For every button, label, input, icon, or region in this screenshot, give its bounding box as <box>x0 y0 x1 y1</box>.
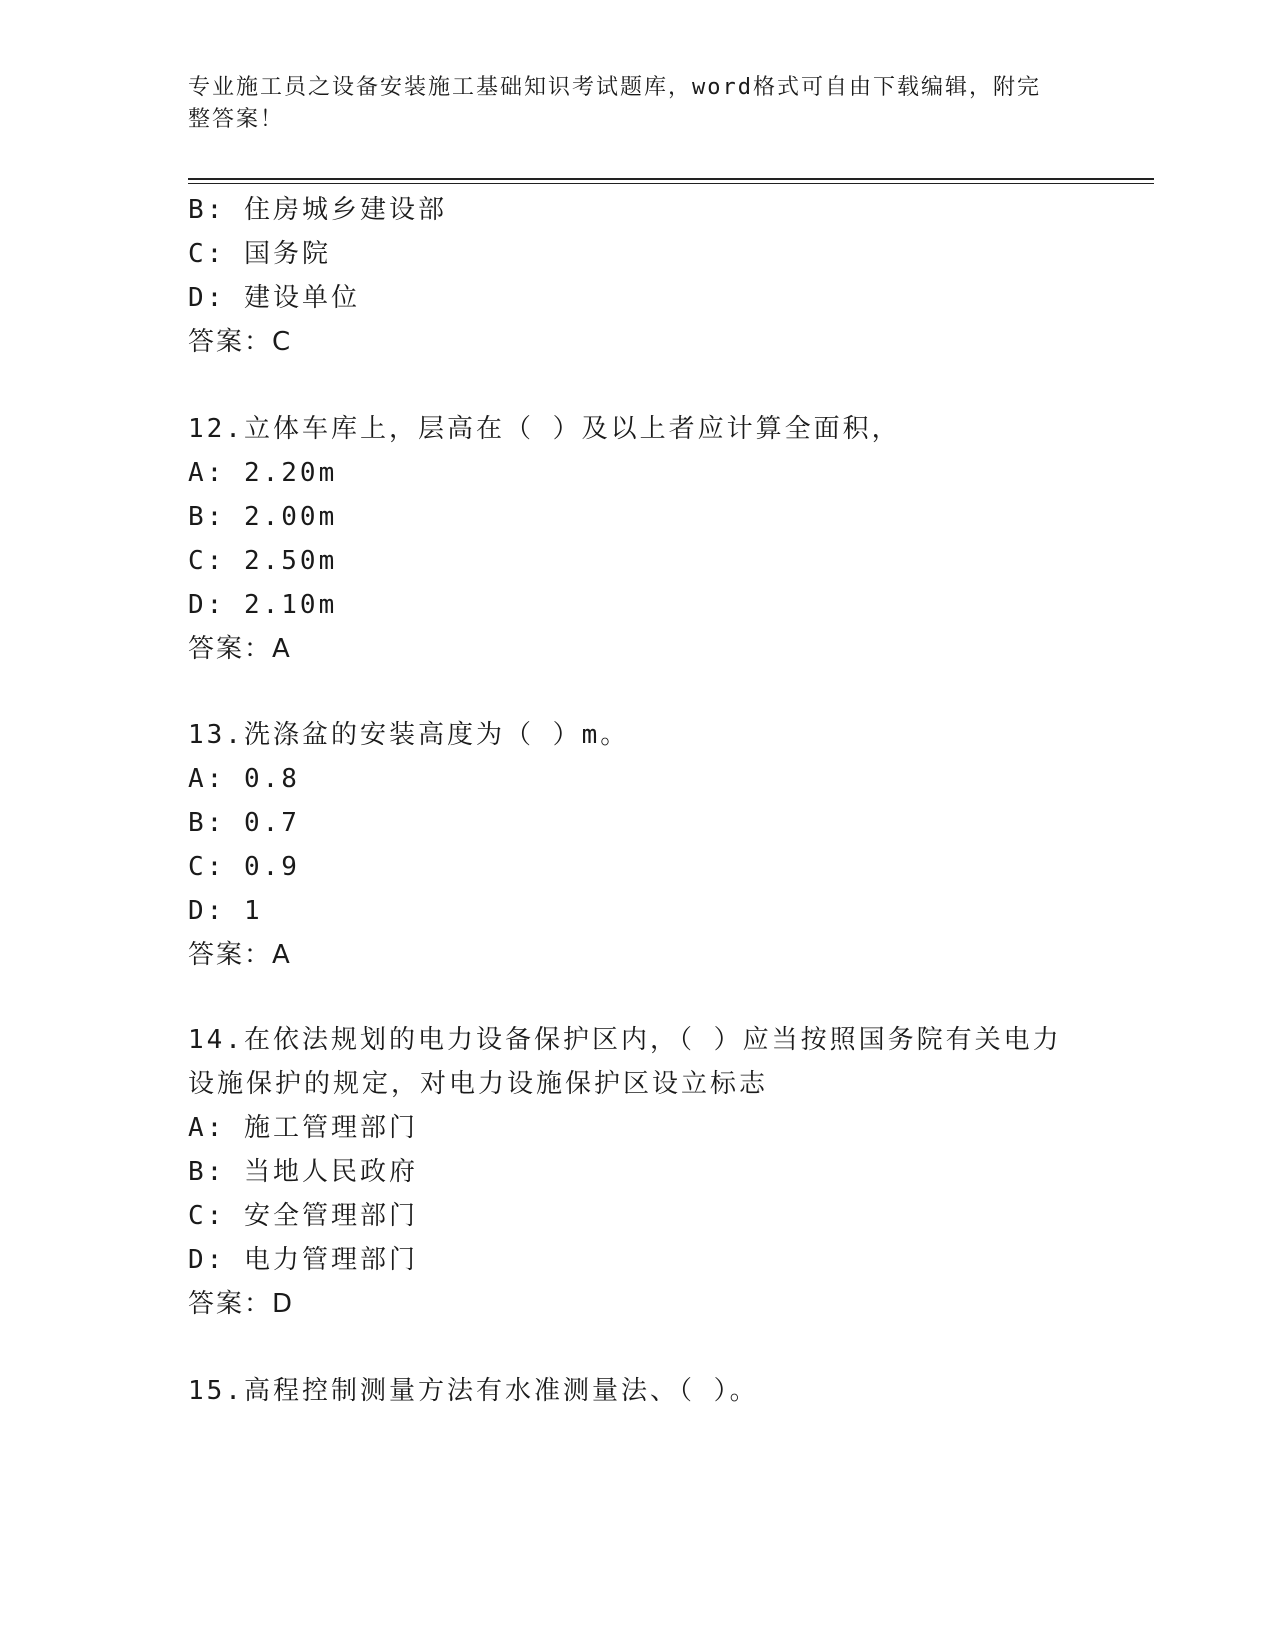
header-divider-thick <box>188 178 1154 180</box>
q11-option-c: C: 国务院 <box>188 239 331 269</box>
q14-question-line-1: 14.在依法规划的电力设备保护区内，（ ）应当按照国务院有关电力 <box>188 1025 1062 1055</box>
q11-option-b: B: 住房城乡建设部 <box>188 195 447 225</box>
q14-question-line-2: 设施保护的规定，对电力设施保护区设立标志 <box>188 1069 769 1099</box>
q11-option-d: D: 建设单位 <box>188 283 360 313</box>
q12-option-d: D: 2.10m <box>188 590 338 620</box>
q13-option-c: C: 0.9 <box>188 852 300 882</box>
header-line-1: 专业施工员之设备安装施工基础知识考试题库，word格式可自由下载编辑，附完 <box>188 75 1041 100</box>
q11-answer: 答案：C <box>188 327 293 357</box>
q14-answer: 答案：D <box>188 1289 295 1319</box>
q12-option-b: B: 2.00m <box>188 502 338 532</box>
q12-question: 12.立体车库上，层高在（ ）及以上者应计算全面积， <box>188 414 901 444</box>
header-divider-thin <box>188 183 1154 184</box>
q12-option-a: A: 2.20m <box>188 458 338 488</box>
q13-option-d: D: 1 <box>188 896 263 926</box>
q12-option-c: C: 2.50m <box>188 546 338 576</box>
document-header <box>188 72 1068 136</box>
q13-question: 13.洗涤盆的安装高度为（ ）m。 <box>188 720 630 750</box>
q14-option-a: A: 施工管理部门 <box>188 1113 418 1143</box>
q13-option-a: A: 0.8 <box>188 764 300 794</box>
header-line-2: 整答案！ <box>188 107 285 132</box>
q13-answer: 答案：A <box>188 940 292 970</box>
q14-option-d: D: 电力管理部门 <box>188 1245 418 1275</box>
q14-option-c: C: 安全管理部门 <box>188 1201 418 1231</box>
q12-answer: 答案：A <box>188 634 292 664</box>
q14-option-b: B: 当地人民政府 <box>188 1157 418 1187</box>
q13-option-b: B: 0.7 <box>188 808 300 838</box>
q15-question: 15.高程控制测量方法有水准测量法、（ ）。 <box>188 1376 759 1406</box>
